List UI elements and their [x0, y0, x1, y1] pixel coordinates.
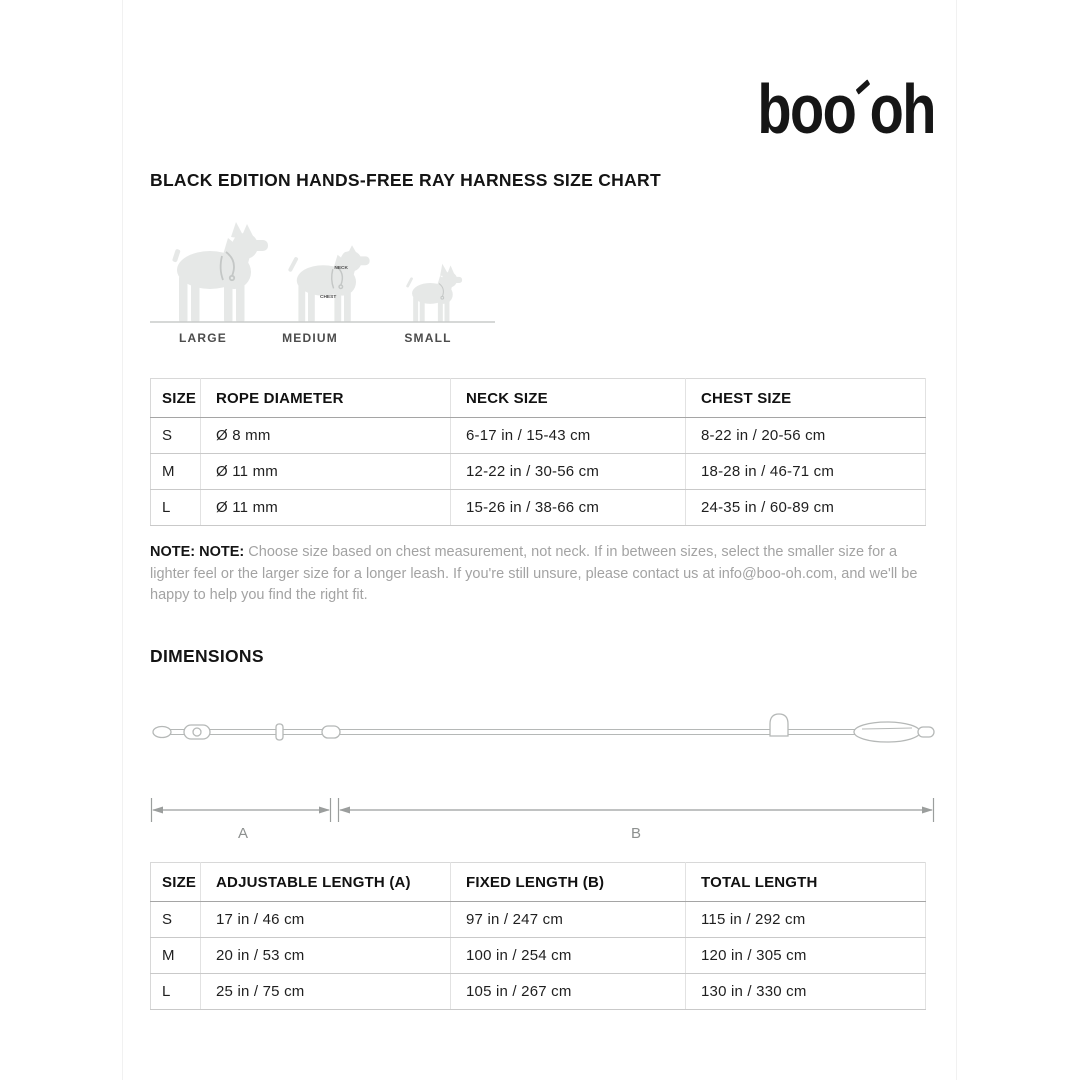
column-header: FIXED LENGTH (B): [451, 863, 686, 902]
o-ring: [770, 714, 788, 736]
table-cell: 17 in / 46 cm: [201, 902, 451, 938]
table-cell: 130 in / 330 cm: [686, 974, 926, 1010]
table-cell: Ø 8 mm: [201, 418, 451, 454]
note-label: NOTE: NOTE:: [150, 544, 245, 560]
table-header-row: [151, 379, 926, 418]
large-dog-icon: [172, 222, 268, 322]
logo-text-left: boo: [757, 70, 856, 148]
dimension-arrows: [150, 792, 935, 842]
dimension-a-label: A: [237, 825, 249, 842]
small-label: SMALL: [404, 331, 452, 345]
chest-tag: CHEST: [320, 295, 337, 300]
table-cell: 8-22 in / 20-56 cm: [686, 418, 926, 454]
table-cell: 18-28 in / 46-71 cm: [686, 454, 926, 490]
table-cell: L: [151, 974, 201, 1010]
column-header: NECK SIZE: [451, 379, 686, 418]
medium-dog-icon: [288, 245, 370, 322]
table-cell: 24-35 in / 60-89 cm: [686, 490, 926, 526]
table-row: [151, 938, 926, 974]
table-row: [151, 974, 926, 1010]
table-cell: Ø 11 mm: [201, 454, 451, 490]
dimension-b-label: B: [630, 825, 642, 842]
column-header: ROPE DIAMETER: [201, 379, 451, 418]
harness-size-table: [150, 378, 926, 526]
column-header: TOTAL LENGTH: [686, 863, 926, 902]
dimensions-heading: DIMENSIONS: [150, 646, 264, 666]
leash-diagram: [150, 698, 935, 766]
table-cell: 25 in / 75 cm: [201, 974, 451, 1010]
table-header-row: [151, 863, 926, 902]
column-header: ADJUSTABLE LENGTH (A): [201, 863, 451, 902]
table-cell: 105 in / 267 cm: [451, 974, 686, 1010]
table-cell: S: [151, 418, 201, 454]
table-row: [151, 490, 926, 526]
neck-tag: NECK: [334, 266, 348, 272]
column-header: SIZE: [151, 863, 201, 902]
table-cell: Ø 11 mm: [201, 490, 451, 526]
column-header: SIZE: [151, 379, 201, 418]
brand-logo: [757, 70, 935, 148]
rope-connector: [322, 726, 340, 738]
small-dog-icon: [406, 264, 462, 322]
table-cell: 20 in / 53 cm: [201, 938, 451, 974]
rope-end-loop: [153, 727, 171, 738]
table-cell: 115 in / 292 cm: [686, 902, 926, 938]
table-cell: M: [151, 938, 201, 974]
dog-size-labels: [150, 331, 495, 349]
table-cell: 120 in / 305 cm: [686, 938, 926, 974]
table-cell: 6-17 in / 15-43 cm: [451, 418, 686, 454]
table-row: [151, 418, 926, 454]
table-cell: 97 in / 247 cm: [451, 902, 686, 938]
table-cell: S: [151, 902, 201, 938]
logo-accent-mark: [856, 79, 870, 94]
table-row: [151, 454, 926, 490]
clasp-tip: [918, 727, 934, 737]
table-cell: 12-22 in / 30-56 cm: [451, 454, 686, 490]
leash-dimensions-table: [150, 862, 926, 1010]
table-cell: M: [151, 454, 201, 490]
table-cell: 100 in / 254 cm: [451, 938, 686, 974]
logo-text-right: oh: [869, 70, 935, 148]
large-label: LARGE: [179, 331, 227, 345]
table-cell: 15-26 in / 38-66 cm: [451, 490, 686, 526]
page-title: BLACK EDITION HANDS-FREE RAY HARNESS SIZE CHART: [150, 170, 661, 190]
dog-size-illustration: [150, 212, 495, 326]
table-cell: L: [151, 490, 201, 526]
clasp-body: [854, 722, 920, 742]
photo-edge-right: [956, 0, 957, 1080]
photo-edge-left: [122, 0, 123, 1080]
rope-slider: [276, 724, 283, 740]
note-text: Choose size based on chest measurement, not neck. If in between sizes, select the smaller size for a lighter feel or the larger size for a longer leash. If you're still unsure, please contact us at info@boo-oh.com, and we'll be happy to help you find the right fit.: [150, 544, 918, 603]
table-row: [151, 902, 926, 938]
sizing-note: [150, 542, 932, 607]
medium-label: MEDIUM: [282, 331, 338, 345]
column-header: CHEST SIZE: [686, 379, 926, 418]
